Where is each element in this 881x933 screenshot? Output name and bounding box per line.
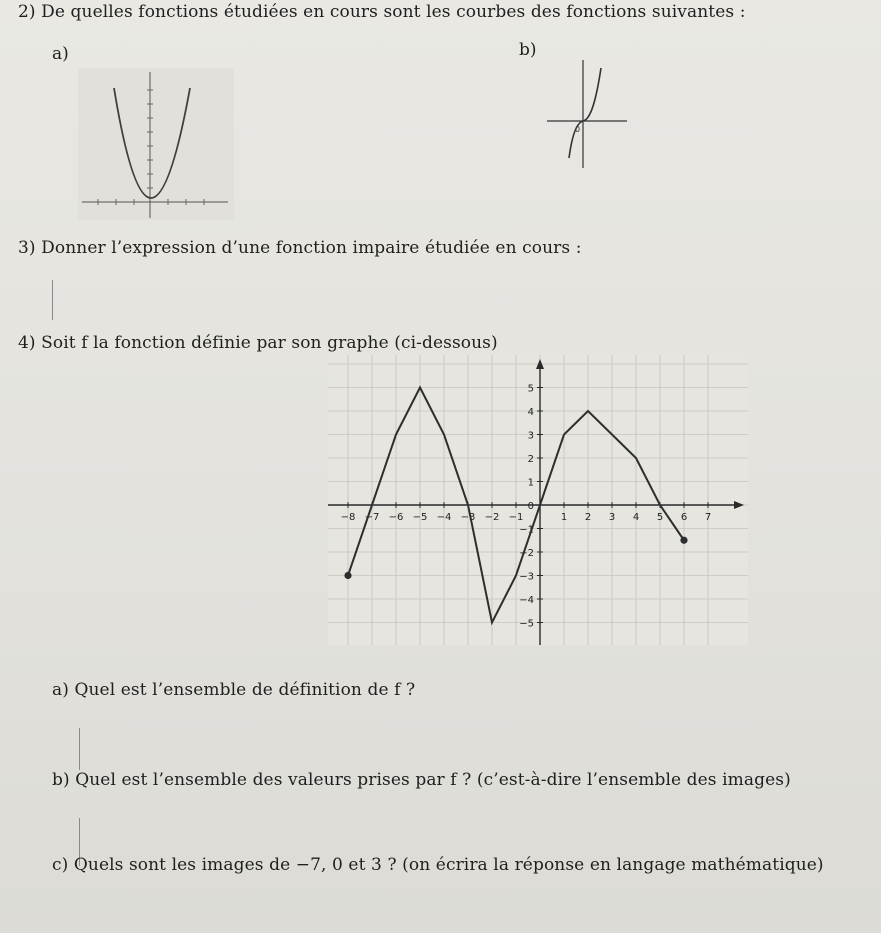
x-tick-label: −4 [436, 512, 452, 523]
x-tick-label: 3 [608, 512, 616, 523]
x-tick-label: −5 [412, 512, 428, 523]
question-4b: b) Quel est l’ensemble des valeurs prises par f ? (c’est-à-dire l’ensemble des images) [52, 770, 791, 790]
y-tick-label: −4 [519, 595, 534, 606]
question-4: 4) Soit f la fonction définie par son graphe (ci-dessous) [18, 333, 498, 353]
part-a-label: a) [52, 44, 69, 64]
x-tick-label: 5 [656, 512, 664, 523]
part-b-label: b) [519, 40, 537, 60]
y-tick-label: −2 [519, 548, 534, 559]
endpoint-dot [344, 572, 351, 579]
x-tick-label: −7 [364, 512, 380, 523]
x-tick-label: −6 [388, 512, 404, 523]
x-tick-label: −1 [508, 512, 524, 523]
question-4a: a) Quel est l’ensemble de définition de f ? [52, 680, 416, 700]
cubic-graph [545, 58, 630, 170]
x-tick-label: −3 [460, 512, 476, 523]
y-tick-label: 3 [527, 430, 534, 442]
function-graph [328, 355, 748, 645]
y-tick-label: 0 [527, 501, 534, 512]
y-tick-label: −1 [519, 524, 534, 536]
parabola-graph [78, 68, 234, 220]
x-tick-label: 6 [680, 512, 688, 523]
x-tick-label: 2 [584, 512, 592, 523]
answer-mark [79, 728, 80, 770]
x-tick-label: 4 [632, 512, 640, 523]
question-4c: c) Quels sont les images de −7, 0 et 3 ? (on écrira la réponse en langage mathématique) [52, 855, 824, 875]
x-tick-label: −8 [340, 512, 356, 523]
y-tick-label: 1 [527, 477, 534, 489]
question-2: 2) De quelles fonctions étudiées en cours sont les courbes des fonctions suivantes : [18, 2, 746, 22]
y-tick-label: 4 [527, 407, 534, 418]
x-tick-label: 1 [560, 512, 568, 523]
y-tick-label: 2 [527, 454, 534, 465]
answer-mark [52, 280, 53, 320]
y-tick-label: −3 [519, 571, 534, 583]
x-tick-label: −2 [484, 512, 500, 523]
x-tick-label: 7 [704, 512, 712, 523]
graph-background [328, 355, 748, 645]
y-tick-label: −5 [519, 618, 534, 630]
endpoint-dot [680, 537, 687, 544]
y-tick-label: 5 [527, 383, 534, 395]
question-3: 3) Donner l’expression d’une fonction impaire étudiée en cours : [18, 238, 582, 258]
origin-label: 0 [575, 125, 581, 134]
